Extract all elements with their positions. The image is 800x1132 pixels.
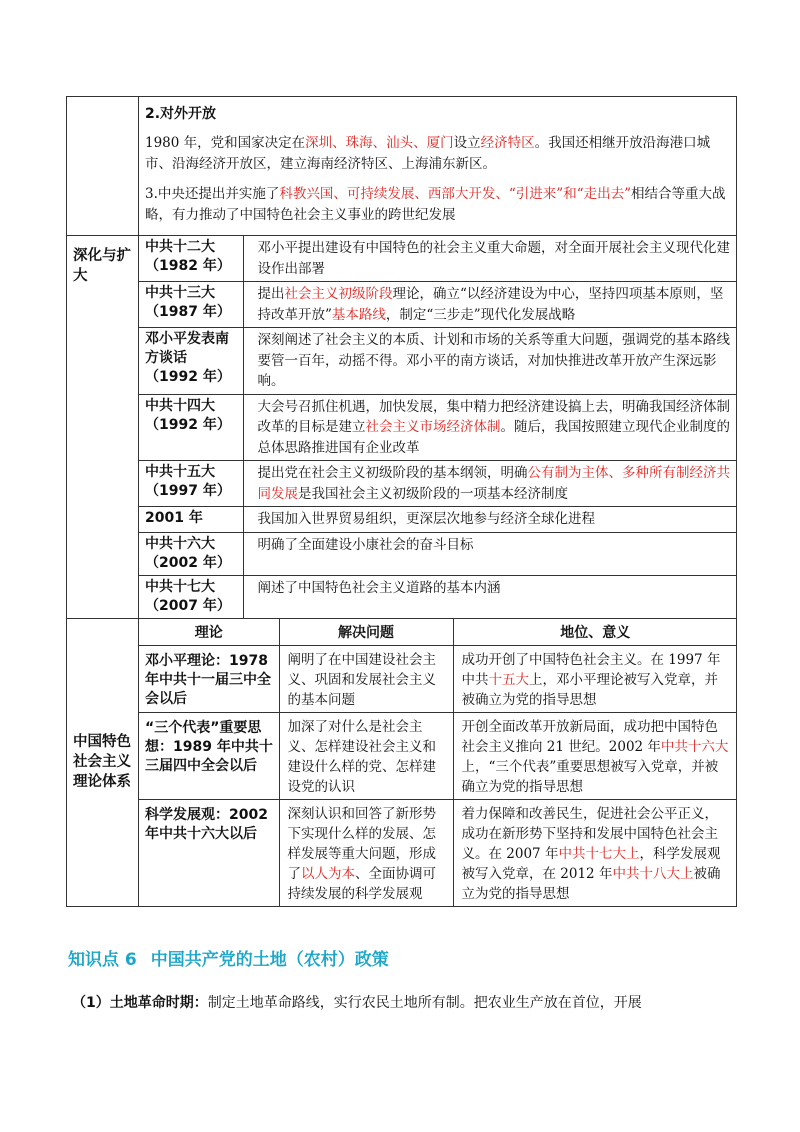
theory-row [139, 799, 737, 906]
theory-name: 邓小平理论：1978 年中共十一届三中全会以后 [139, 645, 279, 712]
event-description [243, 282, 737, 328]
theory-header-row [139, 619, 737, 646]
text-segment: 成功开创了中国特色社会主义。在 1997 年中共 [461, 651, 721, 688]
theory-row [139, 645, 737, 712]
empty-category-cell [67, 97, 139, 236]
event-row [139, 394, 737, 461]
event-name: 2001 年 [139, 507, 243, 533]
event-description [243, 461, 737, 507]
highlight-text: 以人为本 [301, 865, 355, 882]
highlight-text: 社会主义初级阶段 [284, 286, 393, 302]
event-row [139, 328, 737, 395]
text-segment: 上，“三个代表”重要思想被写入党章，并被确立为党的指导思想 [461, 758, 719, 795]
event-name: 邓小平发表南方谈话（1992 年） [139, 328, 243, 395]
text-segment: 被确立为党的指导思想 [461, 865, 721, 902]
text-segment: 加深了对什么是社会主义、怎样建设社会主义和建设什么样的党、怎样建设党的认识 [287, 718, 436, 795]
main-table [66, 96, 737, 907]
text-segment: 我国加入世界贸易组织，更深层次地参与经济全球化进程 [257, 511, 595, 527]
text-segment: 大会号召抓住机遇，加快发展，集中精力把经济建设搞上去，明确我国经济体制改革的目标是建立 [257, 398, 730, 435]
event-name: 中共十二大（1982 年） [139, 236, 243, 282]
events-table [139, 236, 737, 618]
event-row [139, 236, 737, 282]
text-segment: 上，邓小平理论被写入党章，并被确立为党的指导思想 [461, 671, 718, 708]
theory-problem [279, 712, 453, 799]
highlight-text: 公有制为主体、多种所有制经济共同发展 [257, 465, 730, 502]
theory-cell [139, 618, 737, 906]
header-problem: 解决问题 [279, 619, 453, 646]
event-row [139, 532, 737, 575]
text-segment: 明确了全面建设小康社会的奋斗目标 [257, 536, 474, 553]
header-significance: 地位、意义 [453, 619, 737, 646]
theory-significance [453, 799, 737, 906]
event-description [243, 236, 737, 282]
theory-significance [453, 712, 737, 799]
event-description [243, 507, 737, 533]
item-prefix: （1） [72, 995, 110, 1011]
text-segment: 着力保障和改善民生，促进社会公平正义，成功在新形势下坚持和发展中国特色社会主义。在 2007 年 [461, 805, 718, 862]
opening-up-section [139, 97, 737, 236]
header-theory: 理论 [139, 619, 279, 646]
theory-name: “三个代表”重要思想：1989 年中共十三届四中全会以后 [139, 712, 279, 799]
theory-problem [279, 799, 453, 906]
theory-problem [279, 645, 453, 712]
theory-significance [453, 645, 737, 712]
theory-row [139, 712, 737, 799]
theory-table [139, 619, 737, 906]
text-segment: 开创全面改革开放新局面，成功把中国特色社会主义推向 21 世纪。2002 年 [461, 718, 718, 755]
knowledge-point-label: 知识点 6 [68, 950, 137, 970]
event-row [139, 461, 737, 507]
event-name: 中共十七大（2007 年） [139, 575, 243, 618]
event-description [243, 575, 737, 618]
highlight-text: 社会主义市场经济体制 [365, 419, 501, 435]
event-name: 中共十四大（1992 年） [139, 394, 243, 461]
event-row [139, 507, 737, 533]
opening-paragraph-2: 3.中央还提出并实施了科教兴国、可持续发展、西部大开发、“引进来”和“走出去”相结合等重大战略，有力推动了中国特色社会主义事业的跨世纪发展 [145, 186, 726, 223]
highlight-text: 十五大 [488, 671, 529, 688]
text-segment: ，制定“三步走”现代化发展战略 [385, 306, 576, 323]
text-segment: 阐明了在中国建设社会主义、巩固和发展社会主义的基本问题 [287, 651, 436, 708]
text-segment: 、全面协调可持续发展的科学发展观 [287, 865, 436, 902]
text-segment: 提出 [257, 286, 285, 302]
event-name: 中共十六大（2002 年） [139, 532, 243, 575]
knowledge-point-title: 中国共产党的土地（农村）政策 [150, 950, 389, 970]
text-segment: 理论，确立“以经济建设为中心，坚持四项基本原则，坚持改革开放” [257, 286, 724, 323]
text-segment: 阐述了中国特色社会主义道路的基本内涵 [257, 579, 501, 596]
event-row [139, 282, 737, 328]
highlight-text: 中共十七大上 [558, 845, 640, 862]
highlight-text: 中共十八大上 [612, 865, 694, 882]
event-name: 中共十五大（1997 年） [139, 461, 243, 507]
deepen-events-cell [139, 236, 737, 619]
category-theory-system: 中国特色社会主义理论体系 [67, 618, 139, 906]
opening-paragraph-1: 1980 年，党和国家决定在深圳、珠海、汕头、厦门设立经济特区。我国还相继开放沿海港口城市、沿海经济开放区，建立海南经济特区、上海浦东新区。 [145, 135, 711, 172]
event-name: 中共十三大（1987 年） [139, 282, 243, 328]
event-row [139, 575, 737, 618]
text-segment: 提出党在社会主义初级阶段的基本纲领，明确 [257, 465, 528, 481]
text-segment: 邓小平提出建设有中国特色的社会主义重大命题，对全面开展社会主义现代化建设作出部署 [257, 240, 730, 277]
text-segment: 深刻认识和回答了新形势下实现什么样的发展、怎样发展等重大问题，形成了 [287, 805, 436, 882]
knowledge-point-heading [68, 945, 389, 970]
category-deepen: 深化与扩大 [67, 236, 139, 619]
highlight-text: 基本路线 [331, 306, 386, 323]
event-description [243, 532, 737, 575]
text-segment: 。随后，我国按照建立现代企业制度的总体思路推进国有企业改革 [257, 419, 730, 456]
item-text: 制定土地革命路线，实行农民土地所有制。把农业生产放在首位，开展 [207, 995, 642, 1011]
event-description [243, 394, 737, 461]
event-description [243, 328, 737, 395]
highlight-text: 中共十六大 [660, 738, 729, 755]
land-policy-item-1 [72, 993, 642, 1013]
item-label: 土地革命时期： [109, 995, 208, 1011]
text-segment: ，科学发展观被写入党章，在 2012 年 [461, 845, 721, 882]
section-title: 2.对外开放 [145, 106, 217, 122]
text-segment: 深刻阐述了社会主义的本质、计划和市场的关系等重大问题，强调党的基本路线要管一百年，动摇不得。邓小平的南方谈话，对加快推进改革开放产生深远影响。 [257, 332, 730, 389]
text-segment: 是我国社会主义初级阶段的一项基本经济制度 [298, 485, 568, 502]
theory-name: 科学发展观：2002 年中共十六大以后 [139, 799, 279, 906]
